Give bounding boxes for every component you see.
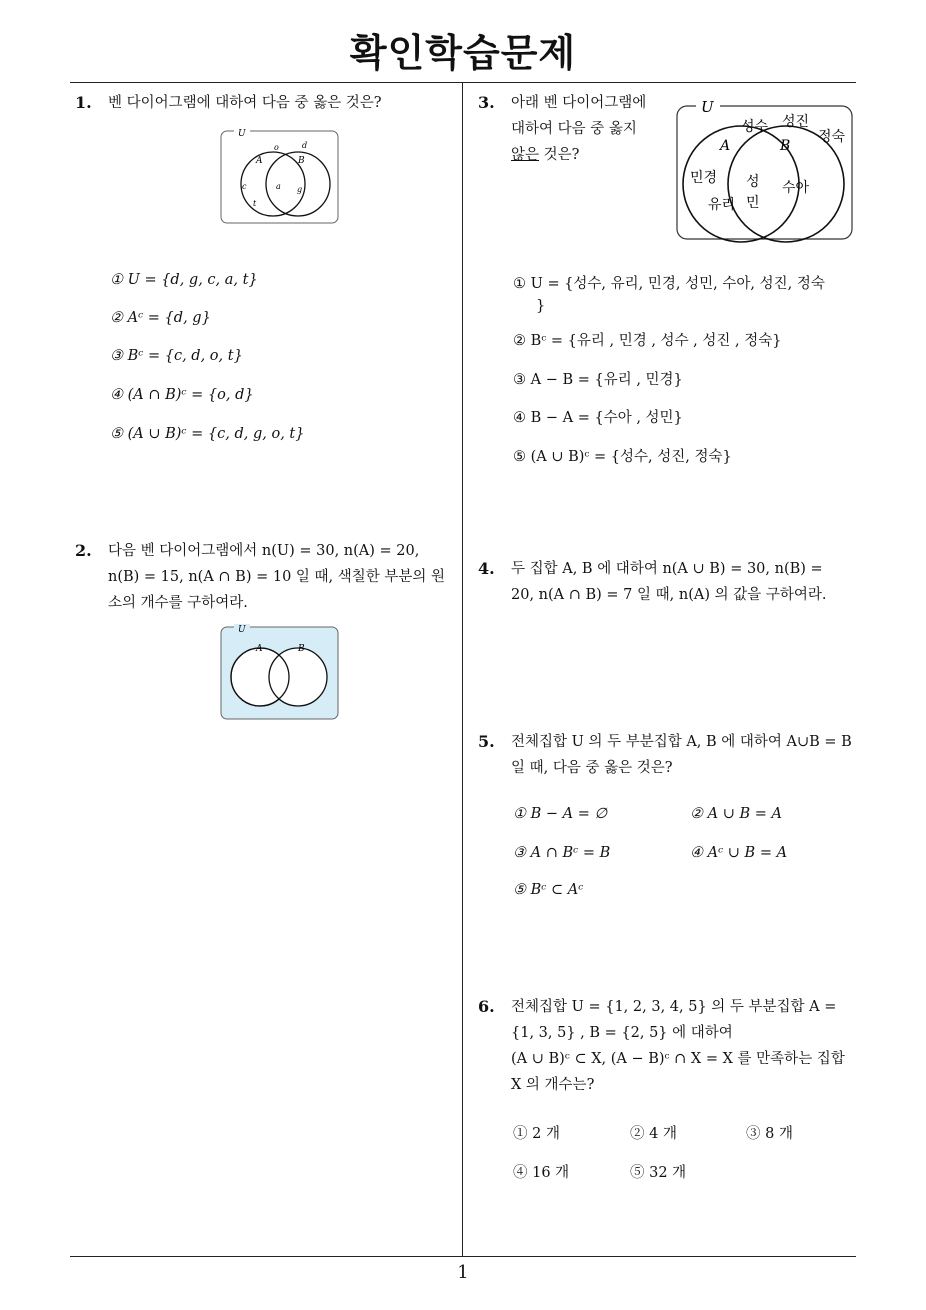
q6-option-2[interactable]: ② 4 개	[630, 1126, 677, 1142]
question-number: 3.	[478, 93, 495, 112]
q5-option-3[interactable]: ③ A ∩ Bᶜ = B	[513, 845, 611, 861]
q6-option-4[interactable]: ④ 16 개	[513, 1165, 570, 1181]
question-text-line: 소의 개수를 구하여라.	[108, 595, 248, 611]
question-text-line: 것은?	[539, 147, 580, 163]
venn-label-b: B	[298, 644, 305, 654]
question-text-line: X 의 개수는?	[511, 1077, 595, 1093]
question-text-line: n(B) = 15, n(A ∩ B) = 10 일 때, 색칠한 부분의 원	[108, 569, 446, 585]
q1-option-1[interactable]: ① U = {d, g, c, a, t}	[110, 272, 258, 288]
question-number: 4.	[478, 559, 495, 578]
venn-element-mingyeong: 민경	[690, 170, 718, 186]
venn-element-d: d	[302, 141, 308, 150]
q1-option-3[interactable]: ③ Bᶜ = {c, d, o, t}	[110, 348, 243, 364]
venn-element-min: 민	[746, 195, 760, 211]
q5-option-2[interactable]: ② A ∪ B = A	[690, 806, 782, 822]
venn-label-u: U	[238, 129, 246, 139]
venn-element-jungsuk: 정숙	[818, 129, 846, 145]
q6-option-5[interactable]: ⑤ 32 개	[630, 1165, 687, 1181]
question-text-line: (A ∪ B)ᶜ ⊂ X, (A − B)ᶜ ∩ X = X 를 만족하는 집합	[511, 1051, 845, 1067]
question-6	[478, 994, 860, 1098]
bottom-rule	[70, 1256, 856, 1257]
venn-diagram-q3	[674, 96, 856, 244]
question-number: 1.	[75, 93, 92, 112]
q3-option-4[interactable]: ④ B − A = {수아 , 성민}	[513, 410, 683, 426]
venn-element-g: g	[297, 185, 303, 194]
venn-diagram-q1	[218, 128, 342, 226]
q5-option-5[interactable]: ⑤ Bᶜ ⊂ Aᶜ	[513, 882, 584, 898]
venn-label-u: U	[701, 98, 714, 116]
venn-label-u: U	[238, 625, 246, 635]
venn-element-yuri: 유리	[708, 197, 736, 213]
question-text: 벤 다이어그램에 대하여 다음 중 옳은 것은?	[108, 95, 382, 111]
question-text-line: 20, n(A ∩ B) = 7 일 때, n(A) 의 값을 구하여라.	[511, 587, 827, 603]
venn-diagram-q2	[218, 624, 342, 722]
venn-element-sungjin: 성진	[782, 114, 810, 130]
venn-label-a: A	[720, 138, 731, 154]
venn-label-b: B	[780, 138, 791, 154]
venn-element-o: o	[274, 143, 279, 152]
venn-label-b: B	[298, 156, 305, 166]
question-2	[75, 538, 457, 616]
venn-element-sungsu: 성수	[741, 119, 769, 135]
question-text-line: 일 때, 다음 중 옳은 것은?	[511, 760, 673, 776]
q1-option-5[interactable]: ⑤ (A ∪ B)ᶜ = {c, d, g, o, t}	[110, 426, 305, 442]
top-rule	[70, 82, 856, 83]
q3-option-1-continued: }	[536, 298, 546, 314]
venn-element-t: t	[253, 199, 257, 208]
q5-option-4[interactable]: ④ Aᶜ ∪ B = A	[690, 845, 788, 861]
question-4	[478, 556, 860, 608]
question-number: 6.	[478, 997, 495, 1016]
q6-option-1[interactable]: ① 2 개	[513, 1126, 560, 1142]
page-number: 1	[457, 1262, 469, 1283]
q1-option-2[interactable]: ② Aᶜ = {d, g}	[110, 310, 211, 326]
venn-label-a: A	[256, 644, 263, 654]
question-text-line: 전체집합 U = {1, 2, 3, 4, 5} 의 두 부분집합 A =	[511, 999, 837, 1015]
question-5	[478, 729, 860, 781]
question-text-line: {1, 3, 5} , B = {2, 5} 에 대하여	[511, 1025, 733, 1041]
q3-option-1[interactable]: ① U = {성수, 유리, 민경, 성민, 수아, 성진, 정숙	[513, 276, 825, 292]
question-3	[478, 90, 678, 168]
underlined-word: 않은	[511, 147, 540, 163]
q3-option-3[interactable]: ③ A − B = {유리 , 민경}	[513, 372, 683, 388]
venn-element-seong: 성	[746, 174, 760, 190]
q3-option-2[interactable]: ② Bᶜ = {유리 , 민경 , 성수 , 성진 , 정숙}	[513, 333, 782, 349]
venn-element-sua: 수아	[782, 180, 810, 196]
q1-option-4[interactable]: ④ (A ∩ B)ᶜ = {o, d}	[110, 387, 254, 403]
venn-element-a: a	[276, 182, 281, 191]
question-text-line: 대하여 다음 중 옳지	[511, 121, 637, 137]
column-divider	[462, 82, 463, 1257]
venn-label-a: A	[256, 156, 263, 166]
q3-option-5[interactable]: ⑤ (A ∪ B)ᶜ = {성수, 성진, 정숙}	[513, 449, 732, 465]
q6-option-3[interactable]: ③ 8 개	[746, 1126, 793, 1142]
question-text-line: 전체집합 U 의 두 부분집합 A, B 에 대하여 A∪B = B	[511, 734, 852, 750]
q5-option-1[interactable]: ① B − A = ∅	[513, 806, 608, 822]
page-title: 확인학습문제	[349, 31, 577, 75]
question-number: 2.	[75, 541, 92, 560]
question-number: 5.	[478, 732, 495, 751]
question-text-line: 다음 벤 다이어그램에서 n(U) = 30, n(A) = 20,	[108, 543, 420, 559]
question-text-line: 아래 벤 다이어그램에	[511, 95, 647, 111]
question-text-line: 두 집합 A, B 에 대하여 n(A ∪ B) = 30, n(B) =	[511, 561, 823, 577]
venn-element-c: c	[242, 182, 247, 191]
question-1	[75, 90, 455, 116]
